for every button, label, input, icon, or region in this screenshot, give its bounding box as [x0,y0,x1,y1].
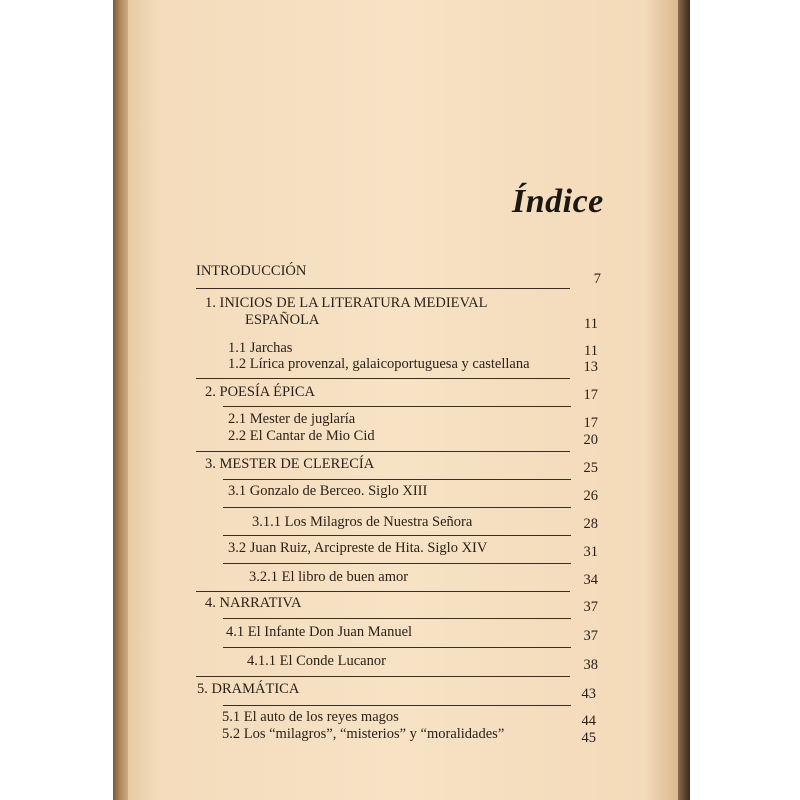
toc-section-5-2: 5.2 Los “milagros”, “misterios” y “moralidades” [222,726,505,742]
section-divider [223,705,571,706]
toc-chapter-2: 2. POESÍA ÉPICA [205,384,315,400]
toc-entry-introduccion: INTRODUCCIÓN [196,263,307,279]
section-divider [196,378,570,379]
section-divider [223,406,571,407]
section-divider [196,676,570,677]
toc-page-number: 43 [581,686,596,702]
toc-section-5-1: 5.1 El auto de los reyes magos [222,709,399,725]
toc-section-3-2: 3.2 Juan Ruiz, Arcipreste de Hita. Siglo XIV [228,540,488,556]
toc-section-1-2: 1.2 Lírica provenzal, galaicoportuguesa y castellana [228,356,530,372]
toc-page-number: 37 [583,628,598,644]
section-divider [196,451,570,452]
toc-chapter-5: 5. DRAMÁTICA [197,681,300,697]
toc-section-1-1: 1.1 Jarchas [228,340,293,356]
toc-subsection-3-1-1: 3.1.1 Los Milagros de Nuestra Señora [252,514,473,530]
book-cover-edge [678,0,690,800]
toc-page-number: 11 [584,316,598,332]
page-title: Índice [512,183,604,220]
toc-page-number: 11 [584,343,598,359]
toc-chapter-1-continued: ESPAÑOLA [245,312,320,328]
toc-subsection-4-1-1: 4.1.1 El Conde Lucanor [247,653,386,669]
section-divider [223,479,571,480]
toc-subsection-3-2-1: 3.2.1 El libro de buen amor [249,569,409,585]
toc-section-2-1: 2.1 Mester de juglaría [228,411,356,427]
section-divider [196,591,570,592]
toc-chapter-1: 1. INICIOS DE LA LITERATURA MEDIEVAL [205,295,488,311]
toc-page-number: 20 [583,432,598,448]
section-divider [223,535,571,536]
toc-chapter-3: 3. MESTER DE CLERECÍA [205,456,375,472]
toc-page-number: 38 [583,657,598,673]
toc-page-number: 17 [583,415,598,431]
toc-chapter-4: 4. NARRATIVA [205,595,302,611]
toc-section-2-2: 2.2 El Cantar de Mio Cid [228,428,375,444]
toc-page-number: 17 [583,387,598,403]
section-divider [223,647,571,648]
toc-page-number: 28 [583,516,598,532]
toc-page-number: 26 [583,488,598,504]
toc-page-number: 44 [581,713,596,729]
section-divider [223,563,571,564]
section-divider [223,618,571,619]
toc-page-number: 31 [583,544,598,560]
toc-page-number: 34 [583,572,598,588]
section-divider [223,507,571,508]
toc-section-4-1: 4.1 El Infante Don Juan Manuel [226,624,413,640]
toc-page-number: 45 [581,730,596,746]
section-divider [196,288,570,289]
toc-section-3-1: 3.1 Gonzalo de Berceo. Siglo XIII [228,483,428,499]
toc-page-number: 37 [583,599,598,615]
toc-page-number: 13 [583,359,598,375]
toc-page-number: 25 [583,460,598,476]
toc-page-number: 7 [593,271,601,287]
